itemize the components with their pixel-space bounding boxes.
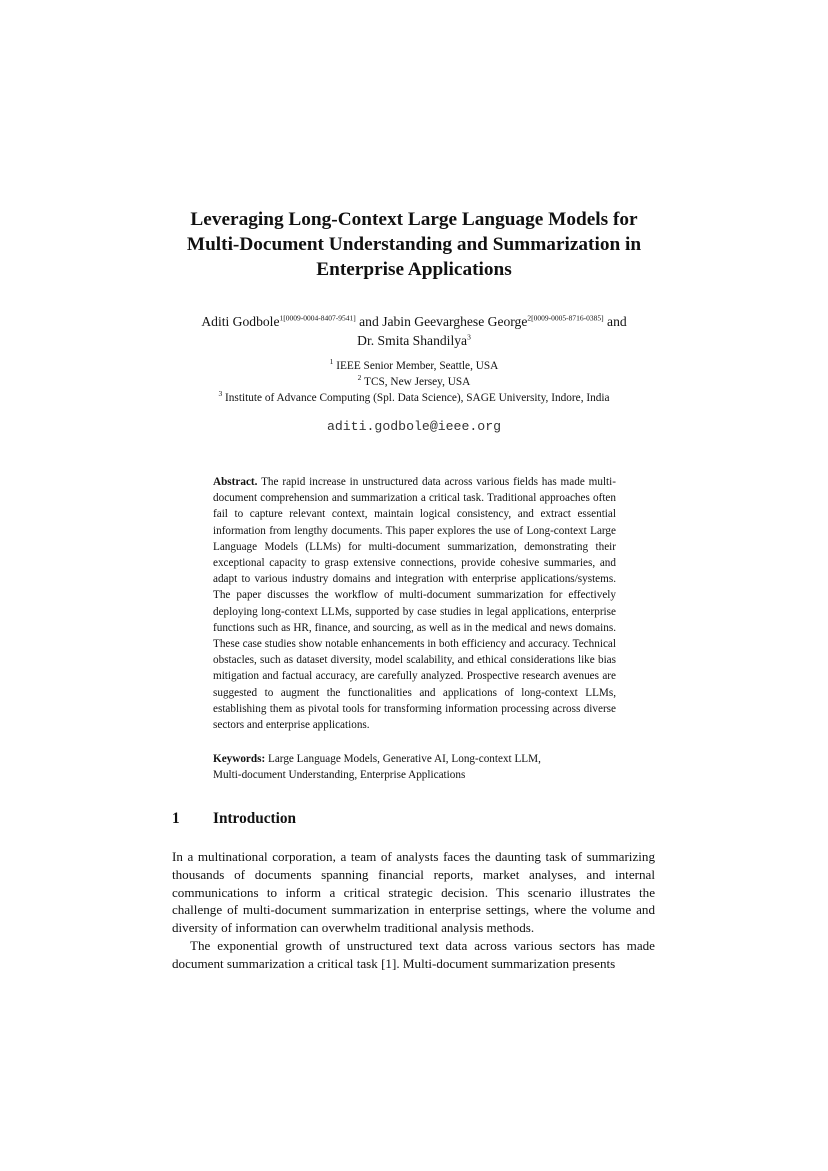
keywords-text: Multi-document Understanding, Enterprise Applications	[213, 769, 466, 782]
body-paragraph: In a multinational corporation, a team of analysts faces the daunting task of summarizing thousands of documents spanning financial reports, market analyses, and internal communications to inform a critical strategic decision. This scenario illustrates the challenge of multi-document summarization in enterprise settings, where the volume and diversity of information can overwhelm traditional analysis methods.	[172, 849, 655, 936]
affiliation-list	[130, 358, 698, 406]
author-list	[130, 312, 698, 350]
author-email: aditi.godbole@ieee.org	[326, 419, 502, 434]
introduction-body	[172, 848, 655, 973]
section-title: Introduction	[213, 810, 297, 827]
keywords-line	[213, 751, 616, 767]
affiliation-line	[130, 358, 698, 374]
author-name: Dr. Smita Shandilya	[357, 333, 468, 348]
author-affiliation-marker: 3	[467, 332, 471, 342]
author-name: Aditi Godbole	[201, 314, 280, 329]
affiliation-line	[130, 374, 698, 390]
affiliation-line	[130, 390, 698, 406]
abstract	[213, 474, 616, 733]
affiliation-text: IEEE Senior Member, Seattle, USA	[336, 360, 499, 372]
title-line: Leveraging Long-Context Large Language Models for	[190, 209, 638, 230]
affiliation-text: Institute of Advance Computing (Spl. Data Science), SAGE University, Indore, India	[225, 392, 610, 404]
affiliation-text: TCS, New Jersey, USA	[364, 376, 471, 388]
abstract-text: The rapid increase in unstructured data across various fields has made multi-document comprehension and summarization a critical task. Traditional approaches often fail to capture relevant context, maintain logical consistency, and extract essential information from lengthy documents. This paper explores the use of Long-context Large Language Models (LLMs) for multi-document summarization, demonstrating their exceptional capacity to grasp extensive connections, provide cohesive summaries, and adapt to various industry domains and integration with enterprise applications/systems. The paper discusses the workflow of multi-document summarization for effectively deploying long-context LLMs, supported by case studies in legal applications, enterprise functions such as HR, finance, and sourcing, as well as in the medical and news domains. These case studies show notable enhancements in both efficiency and accuracy. Technical obstacles, such as dataset diversity, model scalability, and ethical considerations like bias mitigation and factual accuracy, are carefully analyzed. Prospective research avenues are suggested to augment the functionalities and applications of long-context LLMs, establishing them as pivotal tools for transforming information processing across diverse sectors and enterprise applications.	[213, 476, 616, 732]
keywords-text: Large Language Models, Generative AI, Long-context LLM,	[268, 753, 541, 765]
author-separator: and	[355, 314, 383, 329]
author-line	[130, 331, 698, 350]
affiliation-marker: 1	[329, 357, 334, 367]
author-name: Jabin Geevarghese George	[382, 314, 528, 329]
section-heading	[172, 809, 296, 829]
keywords	[213, 751, 616, 783]
author-line	[130, 312, 698, 331]
abstract-label: Abstract.	[213, 476, 258, 488]
title-line: Multi-Document Understanding and Summarization in	[186, 234, 642, 255]
section-number: 1	[172, 810, 180, 827]
body-paragraph: The exponential growth of unstructured text data across various sectors has made document summarization a critical task [1]. Multi-document summarization presents	[172, 937, 655, 971]
affiliation-marker: 3	[218, 389, 223, 399]
paper-title	[130, 207, 698, 282]
author-affiliation-orcid: 1[0009-0004-8407-9541]	[279, 313, 356, 323]
title-line: Enterprise Applications	[316, 259, 512, 280]
author-affiliation-orcid: 2[0009-0005-8716-0385]	[527, 313, 604, 323]
affiliation-marker: 2	[357, 373, 362, 383]
author-separator: and	[603, 314, 627, 329]
keywords-label: Keywords:	[213, 753, 266, 765]
